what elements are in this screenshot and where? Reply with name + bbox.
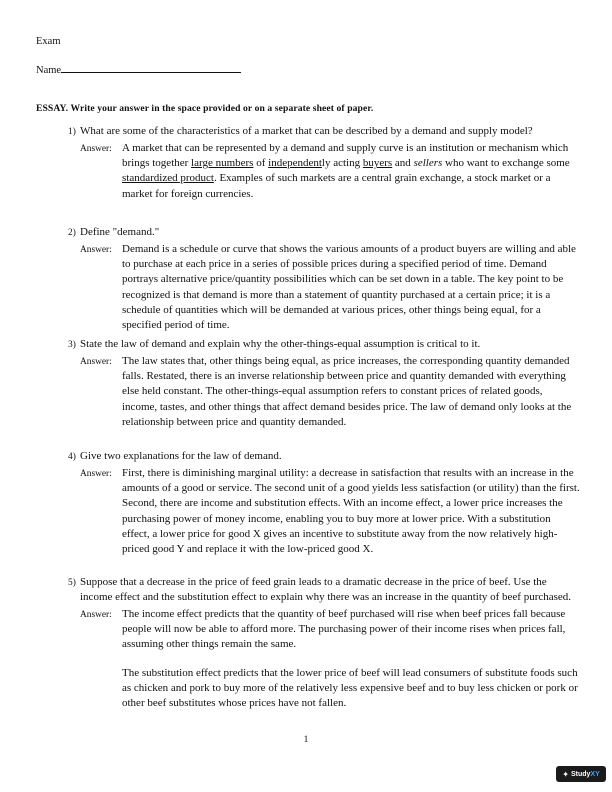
question-3 xyxy=(68,337,580,430)
question-text: Define "demand." xyxy=(80,226,160,238)
name-field xyxy=(36,63,241,76)
question-5 xyxy=(68,575,580,711)
answer-text: A market that can be represented by a demand and supply curve is an institution or mechanism which brings together large numbers of independently acting buyers and sellers who want to exchange some standardized product. Examples of such markets are a central grain exchange, a stock market or a market for foreign currencies. xyxy=(122,142,570,200)
section-title: ESSAY. Write your answer in the space provided or on a separate sheet of paper. xyxy=(36,103,374,114)
answer-text: Demand is a schedule or curve that shows the various amounts of a product buyers are willing and able to purchase at each price in a series of possible prices during a specified period of time. Demand portrays alternative price/quantity possibilities which can be set down in a table. The key point to be recognized is that demand is more than a statement of quantity purchased at a certain price; it is a schedule of quantities which will be demanded at various prices, other things being equal, for a specified period of time. xyxy=(122,243,576,332)
answer-label: Answer: xyxy=(80,610,112,620)
question-number: 2) xyxy=(68,228,76,238)
answer-label: Answer: xyxy=(80,245,112,255)
exam-label: Exam xyxy=(36,36,61,47)
answer-text: First, there is diminishing marginal utility: a decrease in satisfaction that results with an increase in the amounts of a good or service. The second unit of a good yields less satisfaction (or utility) than the first. Second, there are income and substitution effects. With an income effect, a lower price increases the purchasing power of money income, enabling you to buy more at lower price. With a substitution effect, a lower price for good X gives an incentive to substitute away from the now relatively high-priced good Y and replace it with the low-priced good X. xyxy=(122,467,580,556)
question-2 xyxy=(68,225,580,333)
answer-text xyxy=(122,607,580,711)
page-number: 1 xyxy=(303,735,309,745)
answer-block xyxy=(80,607,580,711)
question-text: Give two explanations for the law of demand. xyxy=(80,450,282,462)
question-1 xyxy=(68,124,580,202)
answer-block xyxy=(80,354,580,430)
question-text: Suppose that a decrease in the price of feed grain leads to a dramatic decrease in the price of beef. Use the income effect and the substitution effect to explain why there was an increase in the quantity of beef purchased. xyxy=(80,576,572,603)
answer-label: Answer: xyxy=(80,144,112,154)
question-number: 5) xyxy=(68,578,76,588)
answer-label: Answer: xyxy=(80,357,112,367)
question-text: State the law of demand and explain why the other-things-equal assumption is critical to it. xyxy=(80,338,481,350)
answer-text: The law states that, other things being equal, as price increases, the corresponding quantity demanded falls. Restated, there is an inverse relationship between price and quantity demanded with everything else held constant. The other-things-equal assumption refers to constant prices of related goods, income, tastes, and other things that affect demand besides price. The law of demand only looks at the relationship between price and quantity demanded. xyxy=(122,355,572,428)
question-4 xyxy=(68,449,580,557)
answer-block xyxy=(80,242,580,333)
name-label: Name xyxy=(36,65,62,76)
question-number: 3) xyxy=(68,340,76,350)
plus-sparkle-icon: ✦ xyxy=(562,769,569,779)
name-blank-line xyxy=(61,63,241,73)
answer-block xyxy=(80,141,580,202)
question-number: 4) xyxy=(68,452,76,462)
studyxy-watermark xyxy=(556,766,606,782)
question-number: 1) xyxy=(68,127,76,137)
watermark-brand: StudyXY xyxy=(570,770,600,778)
question-text: What are some of the characteristics of a market that can be described by a demand and supply model? xyxy=(80,125,533,137)
answer-paragraph-1: The income effect predicts that the quantity of beef purchased will rise when beef prices fall because people will now be able to afford more. The purchasing power of their income rises when prices fall, assuming other things remain the same. xyxy=(122,608,566,651)
answer-block xyxy=(80,466,580,557)
answer-label: Answer: xyxy=(80,469,112,479)
answer-paragraph-2: The substitution effect predicts that the lower price of beef will lead consumers of substitute foods such as chicken and pork to buy more of the relatively less expensive beef and to buy less chicken or pork or other beef substitutes whose prices have not fallen. xyxy=(122,666,578,710)
